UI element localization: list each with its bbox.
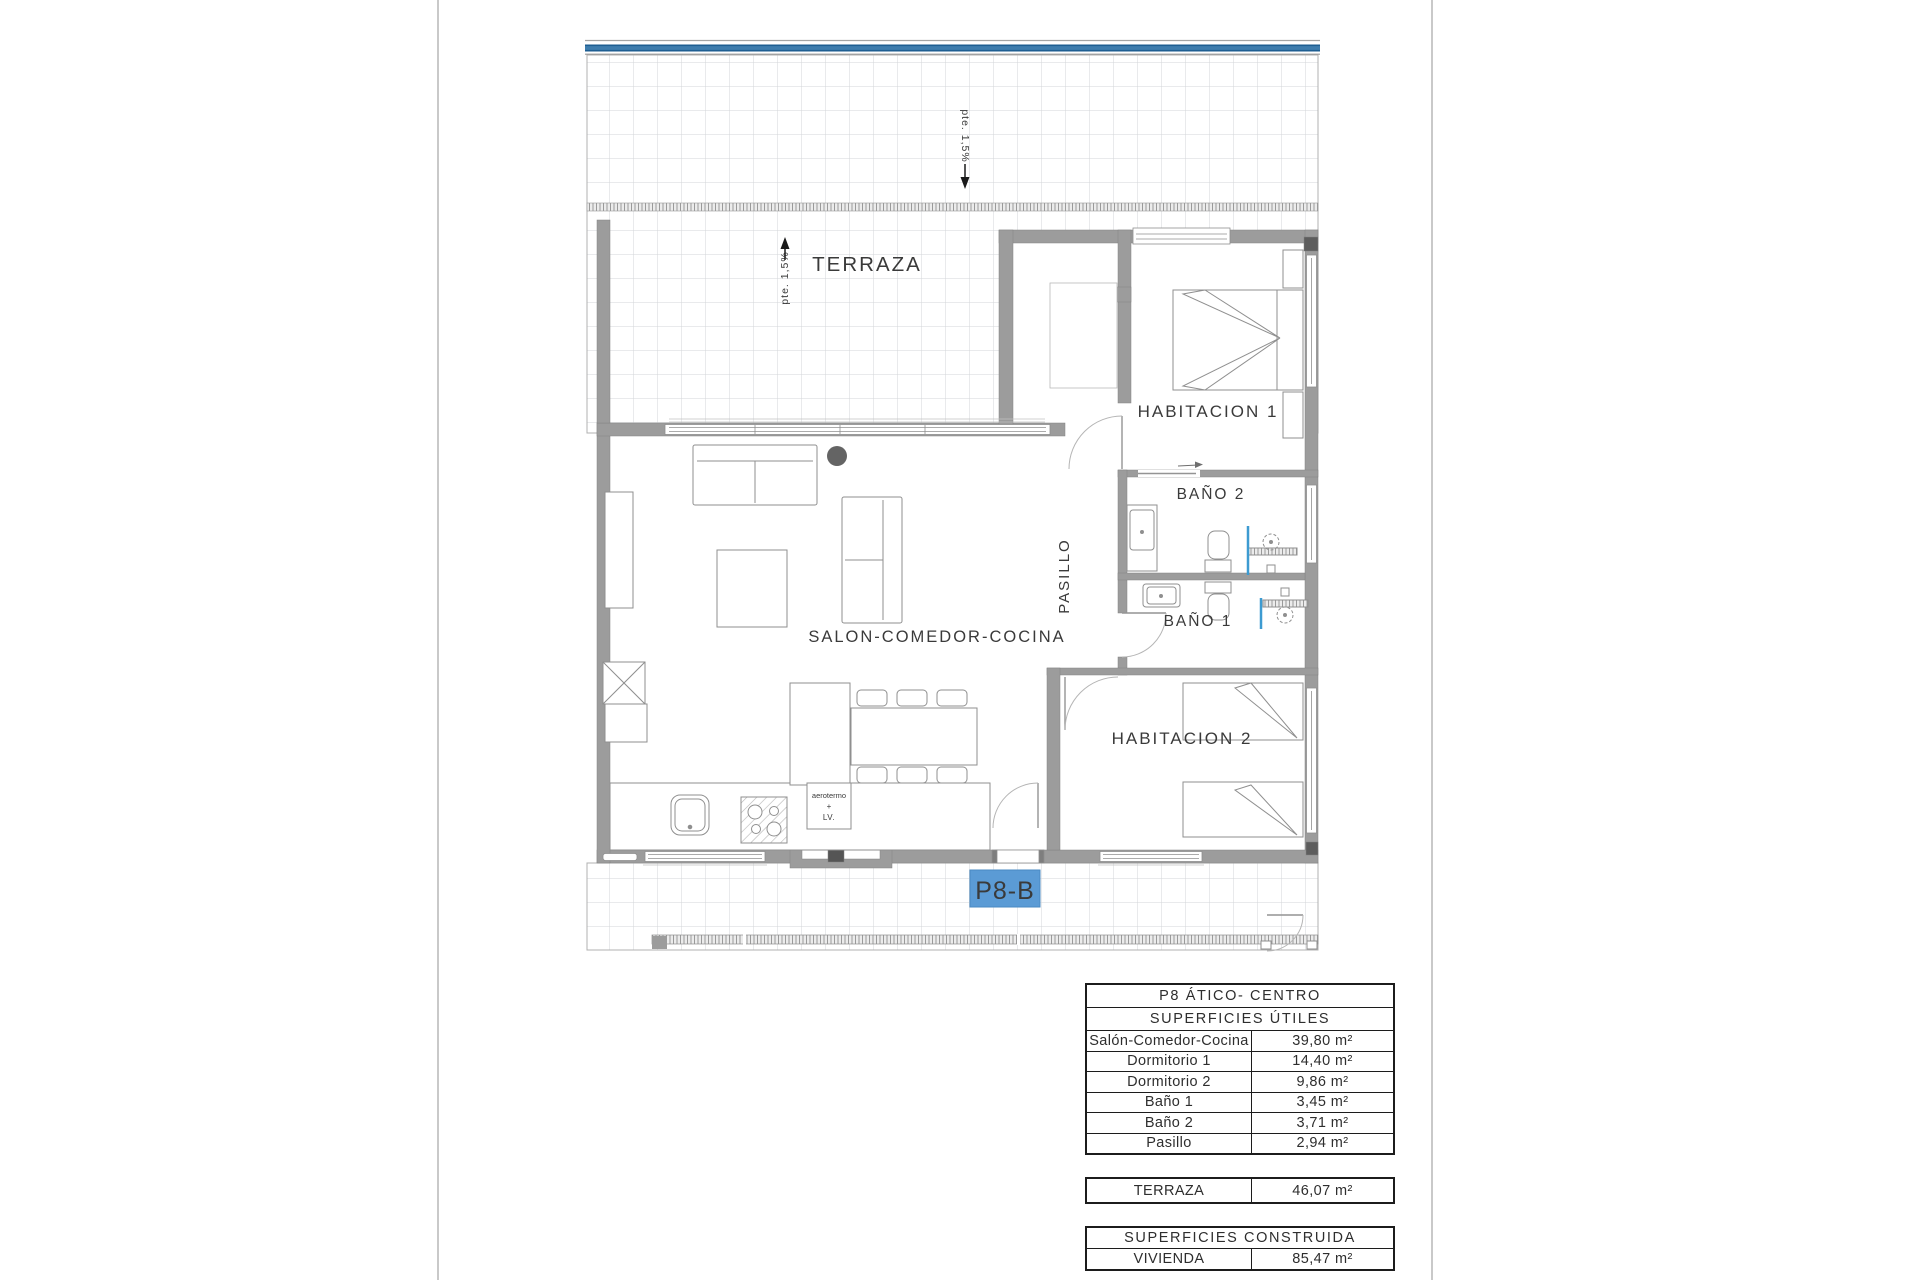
window-habitacion1-north (1133, 228, 1230, 244)
row-value: 9,86 m² (1251, 1072, 1393, 1092)
shower-bar-icon (1263, 600, 1308, 607)
table-title-row (1087, 1228, 1393, 1248)
fridge-icon (605, 704, 647, 742)
unit-badge (970, 870, 1040, 907)
terraza-area-table (1085, 1177, 1395, 1204)
window-salon (665, 425, 1050, 435)
wall-habitacion1-west (1118, 230, 1131, 403)
page-fold-line-right (1431, 0, 1433, 1280)
table-row (1087, 1248, 1393, 1269)
label-pasillo: PASILLO (1056, 538, 1073, 614)
entrance-opening (996, 850, 1040, 863)
table-row (1087, 1133, 1393, 1154)
structural-column (827, 446, 847, 466)
slope-text: pte. 1,5% (779, 251, 791, 305)
floor-plan (585, 38, 1320, 958)
walkway-railing (652, 935, 1318, 944)
row-label: Baño 2 (1144, 1114, 1194, 1131)
label-habitacion1: HABITACION 1 (1137, 402, 1279, 421)
sofa2-icon (842, 497, 902, 623)
table-row (1087, 1179, 1393, 1202)
table-row (1087, 1092, 1393, 1113)
drain-channel (587, 203, 1318, 211)
row-value: 14,40 m² (1251, 1052, 1393, 1072)
label-habitacion2: HABITACION 2 (1111, 729, 1253, 748)
row-value: 2,94 m² (1251, 1134, 1393, 1154)
page-fold-line-left (437, 0, 439, 1280)
label-terraza: TERRAZA (812, 253, 922, 276)
useful-areas-table (1085, 983, 1395, 1155)
dining-set-icon (851, 690, 977, 783)
row-label: Pasillo (1146, 1135, 1192, 1152)
row-value: 3,71 m² (1251, 1113, 1393, 1133)
table-subtitle: SUPERFICIES ÚTILES (1149, 1011, 1331, 1027)
table-title: P8 ÁTICO- CENTRO (1159, 988, 1321, 1004)
walkway-zone (587, 863, 1318, 950)
row-label: TERRAZA (1133, 1182, 1205, 1199)
sink-icon (671, 795, 709, 835)
row-label: Dormitorio 1 (1127, 1053, 1211, 1070)
sofa-icon (693, 445, 817, 505)
vent-south (603, 854, 637, 861)
aerotermo-line1: aerotermo (811, 791, 847, 800)
aerotermo-line2: + (826, 802, 832, 811)
wall-gallery-west (999, 230, 1013, 433)
row-label: Dormitorio 2 (1127, 1073, 1211, 1090)
window-salon-south (645, 852, 765, 862)
wall-habitacion2-north (1047, 668, 1318, 675)
gallery-planter (1050, 283, 1117, 388)
shower-bar-icon (1248, 548, 1297, 555)
wall-banos-divider (1118, 573, 1305, 580)
label-salon: SALON-COMEDOR-COCINA (808, 628, 1066, 646)
pergola-blue-strip (585, 45, 1320, 55)
table-title-row (1087, 985, 1393, 1007)
wall-terraza-west (597, 220, 610, 423)
table-row (1087, 1051, 1393, 1072)
corner-block-ne (1304, 237, 1318, 251)
slope-note-upper (959, 109, 971, 189)
row-label: VIVIENDA (1133, 1251, 1205, 1267)
kitchen-counter (610, 783, 990, 850)
toilet-icon (1205, 582, 1231, 593)
wall-pasillo-east (1118, 470, 1127, 613)
table-row (1087, 1071, 1393, 1092)
label-bano2: BAÑO 2 (1176, 486, 1246, 503)
stove-icon (741, 797, 787, 843)
wall-habitacion2-west (1047, 668, 1060, 850)
row-value: 85,47 m² (1251, 1249, 1393, 1269)
table-title: SUPERFICIES CONSTRUIDA (1124, 1230, 1356, 1246)
window-habitacion2-south (1100, 852, 1202, 862)
built-areas-table (1085, 1226, 1395, 1271)
unit-badge-label: P8-B (975, 877, 1035, 905)
table-row (1087, 1112, 1393, 1133)
table-subtitle-row (1087, 1007, 1393, 1030)
shaft-icon (603, 662, 645, 704)
label-bano1: BAÑO 1 (1163, 613, 1233, 630)
row-label: Baño 1 (1144, 1094, 1194, 1111)
row-label: Salón-Comedor-Cocina (1089, 1032, 1249, 1049)
row-value: 3,45 m² (1251, 1093, 1393, 1113)
toilet-icon (1205, 560, 1231, 572)
aerotermo-line3: LV. (822, 813, 836, 822)
corner-block-se (1306, 842, 1318, 855)
slope-text: pte. 1,5% (959, 109, 971, 163)
row-value: 46,07 m² (1251, 1179, 1393, 1202)
kitchen-island (790, 683, 850, 785)
sideboard-icon (605, 492, 633, 608)
row-value: 39,80 m² (1251, 1031, 1393, 1051)
wall-west (597, 423, 610, 863)
table-row (1087, 1030, 1393, 1051)
